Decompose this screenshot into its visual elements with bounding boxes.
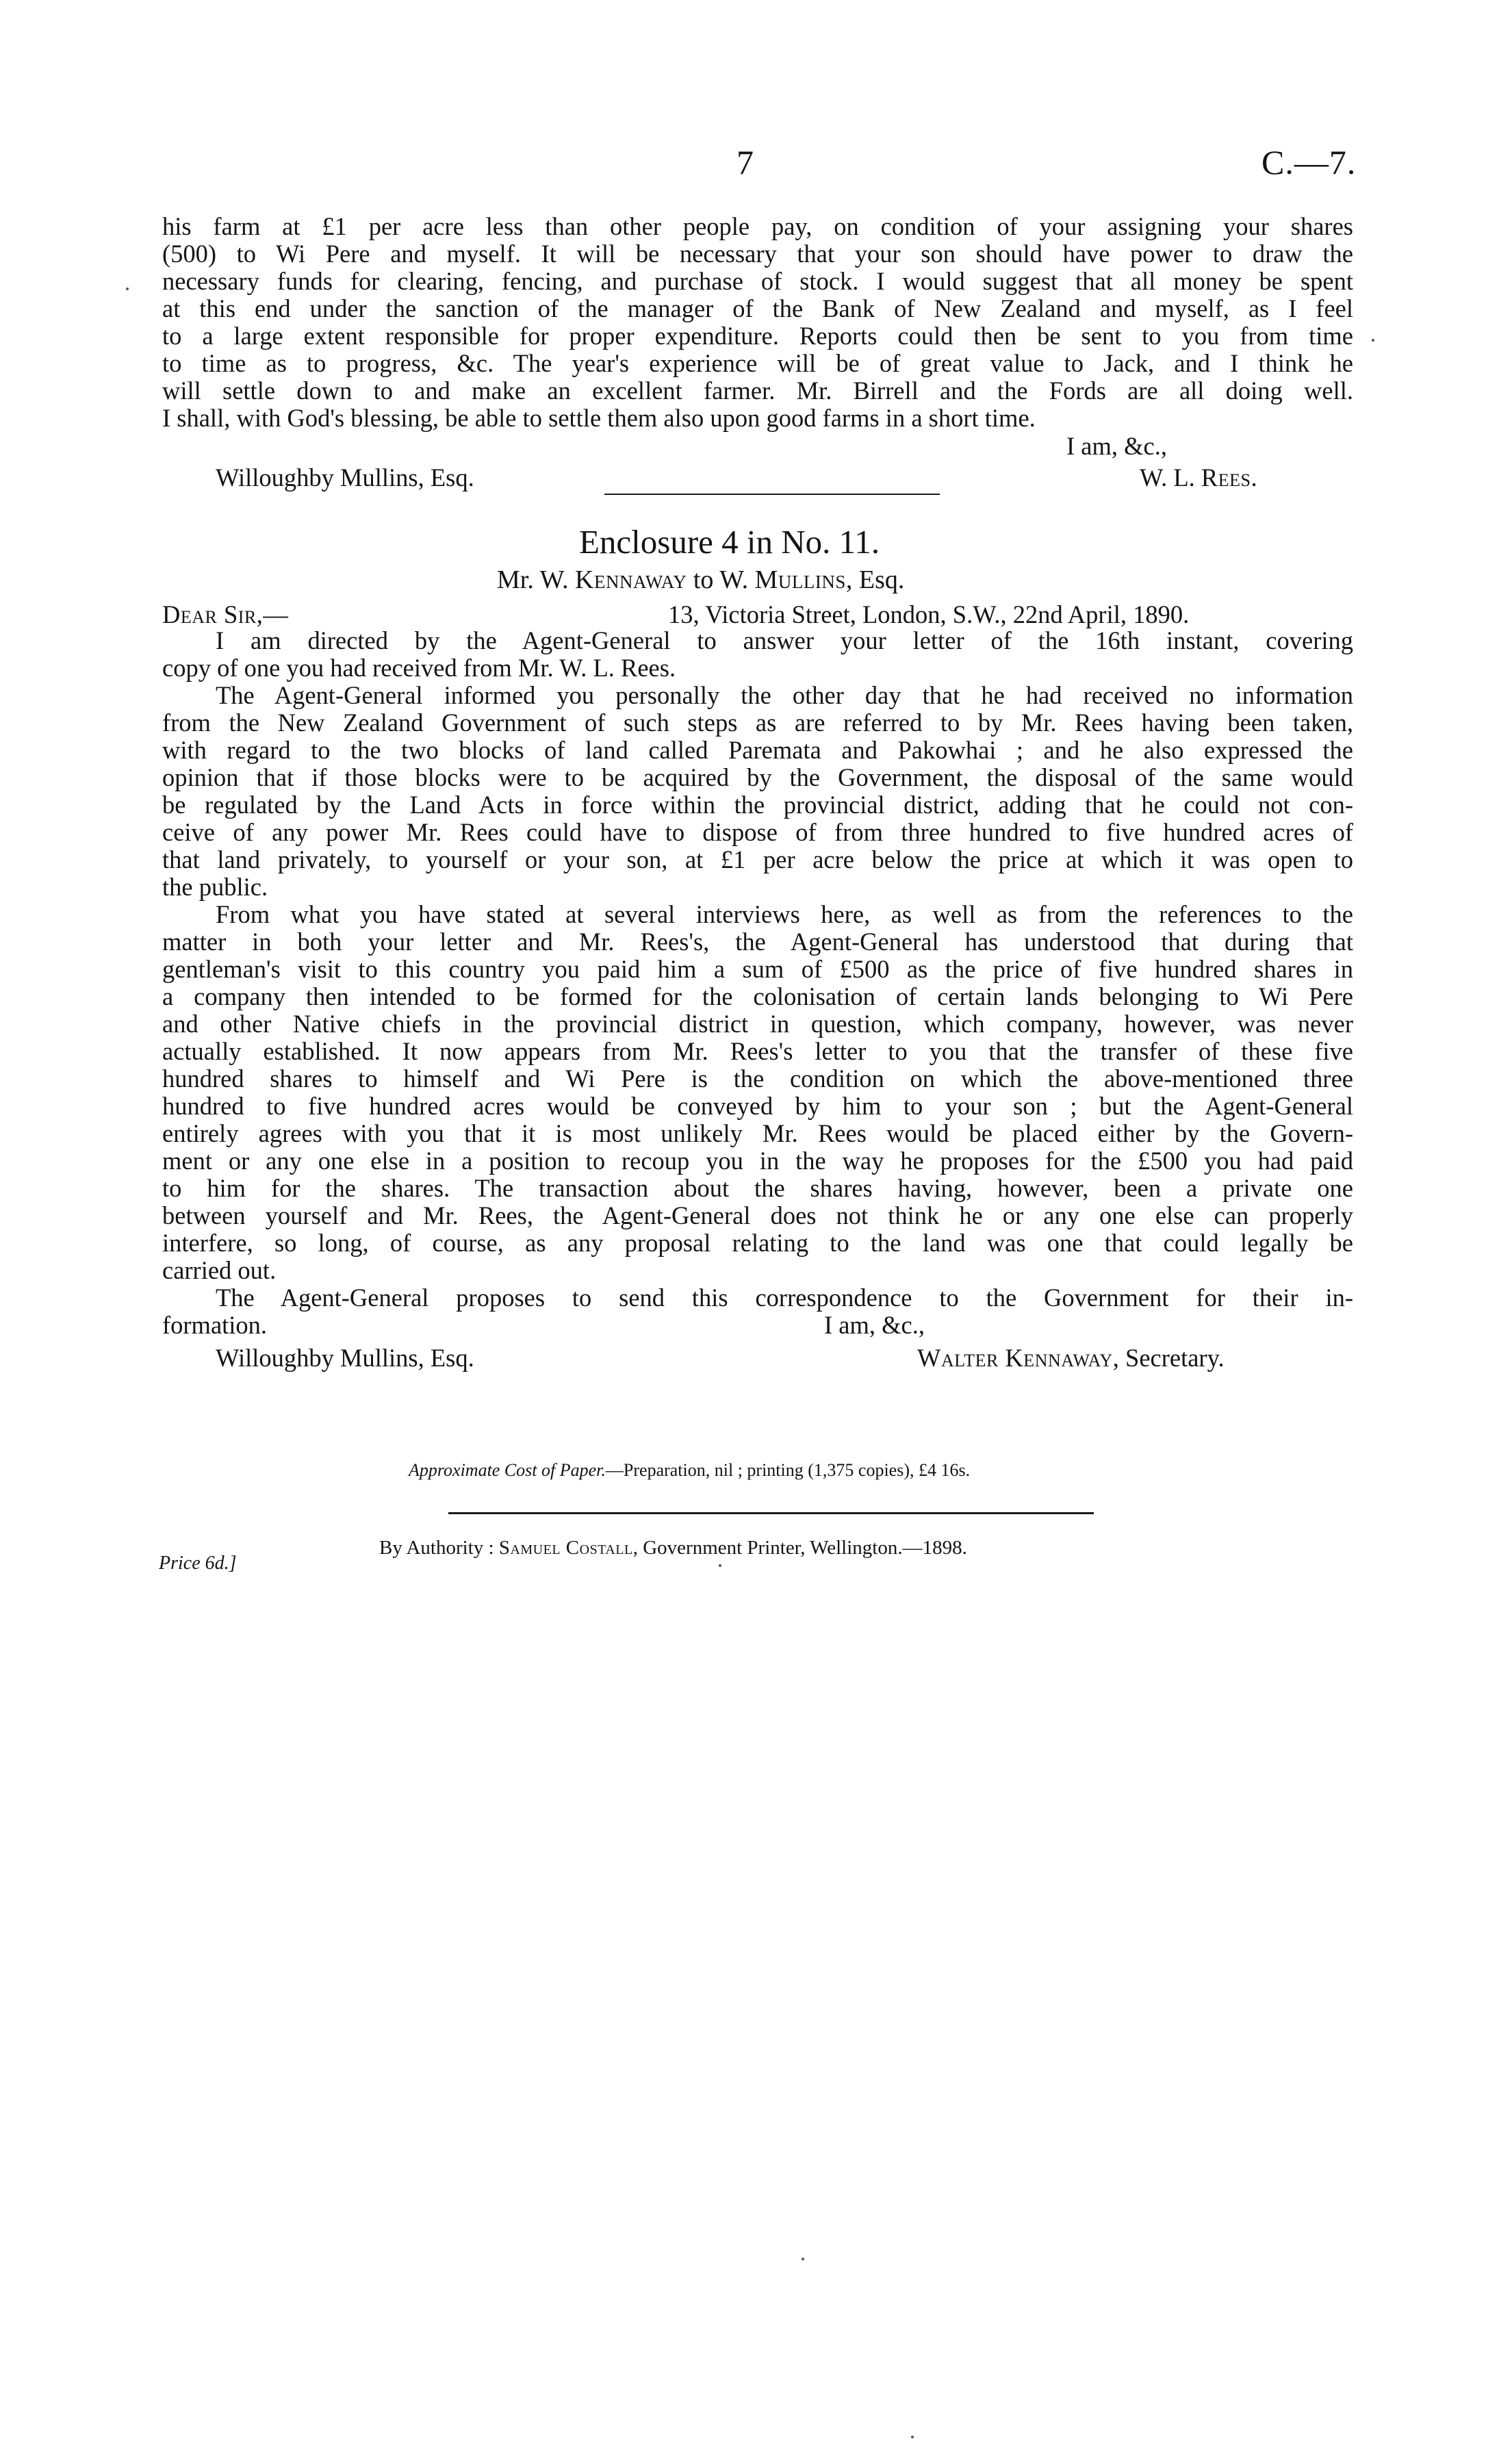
text-line: a company then intended to be formed for the colonisation of certain lands belonging to Wi Pere xyxy=(162,982,1353,1010)
text-line: ceive of any power Mr. Rees could have to dispose of from three hundred to five hundred acres of xyxy=(162,818,1353,846)
text-line: interfere, so long, of course, as any proposal relating to the land was one that could legally be xyxy=(162,1229,1353,1257)
text-line: From what you have stated at several interviews here, as well as from the references to the xyxy=(216,900,1353,928)
text-line: I am directed by the Agent-General to answer your letter of the 16th instant, covering xyxy=(216,626,1353,654)
text-line: and other Native chiefs in the provincial district in question, which company, however, was never xyxy=(162,1010,1353,1038)
letter-addressee: Willoughby Mullins, Esq. xyxy=(216,463,474,492)
enclosure-title: Enclosure 4 in No. 11. xyxy=(579,523,880,561)
text-line: (500) to Wi Pere and myself. It will be necessary that your son should have power to draw the xyxy=(162,240,1353,268)
text-line: necessary funds for clearing, fencing, and purchase of stock. I would suggest that all money be spent xyxy=(162,267,1353,295)
text-line: copy of one you had received from Mr. W. L. Rees. xyxy=(162,654,676,682)
text-line: The Agent-General proposes to send this correspondence to the Government for their in- xyxy=(216,1284,1353,1312)
signatory-title: , Secretary. xyxy=(1112,1344,1225,1372)
cost-text: —Preparation, nil ; printing (1,375 copies), £4 16s. xyxy=(605,1460,971,1480)
text-line: from the New Zealand Government of such steps as are referred to by Mr. Rees having been taken, xyxy=(162,709,1353,737)
scan-speck xyxy=(802,2258,804,2260)
text-line: gentleman's visit to this country you paid him a sum of £500 as the price of five hundred shares in xyxy=(162,955,1353,983)
text-line: entirely agrees with you that it is most unlikely Mr. Rees would be placed either by the Govern- xyxy=(162,1119,1353,1147)
authority-prefix: By Authority : xyxy=(379,1537,494,1559)
text-line: hundred to five hundred acres would be conveyed by him to your son ; but the Agent-General xyxy=(162,1092,1353,1120)
page-number: 7 xyxy=(736,143,754,181)
signature-surname: Rees. xyxy=(1201,463,1258,492)
enclosure-closing: I am, &c., xyxy=(824,1311,925,1339)
scan-speck xyxy=(1372,339,1374,342)
text-line: actually established. It now appears from Mr. Rees's letter to you that the transfer of these five xyxy=(162,1037,1353,1065)
price-note: Price 6d.] xyxy=(159,1553,237,1574)
text-line: formation. xyxy=(162,1311,268,1339)
text-line: with regard to the two blocks of land called Paremata and Pakowhai ; and he also expressed the xyxy=(162,736,1353,764)
text-line: carried out. xyxy=(162,1256,277,1284)
document-reference: C.—7. xyxy=(1261,143,1357,181)
enclosure-subtitle xyxy=(497,565,904,595)
text-line: ment or any one else in a position to recoup you in the way he proposes for the £500 you had paid xyxy=(162,1147,1353,1175)
scan-speck xyxy=(719,1564,721,1567)
text-line: to a large extent responsible for proper expenditure. Reports could then be sent to you from time xyxy=(162,322,1353,350)
enclosure-addressee: Willoughby Mullins, Esq. xyxy=(216,1344,474,1372)
signatory-name: Walter Kennaway xyxy=(917,1344,1113,1372)
text-line: be regulated by the Land Acts in force within the provincial district, adding that he could not con- xyxy=(162,791,1353,819)
letter-signature xyxy=(1140,463,1257,492)
scan-speck xyxy=(911,2436,914,2438)
letter-closing: I am, &c., xyxy=(1066,432,1167,460)
text-line: his farm at £1 per acre less than other people pay, on condition of your assigning your shares xyxy=(162,212,1353,240)
text-line: that land privately, to yourself or your son, at £1 per acre below the price at which it was open to xyxy=(162,845,1353,873)
authority-suffix: , Government Printer, Wellington.—1898. xyxy=(632,1537,967,1559)
address-date: 13, Victoria Street, London, S.W., 22nd April, 1890. xyxy=(668,600,1190,628)
signature-initials: W. L. xyxy=(1140,463,1195,492)
text-line: opinion that if those blocks were to be acquired by the Government, the disposal of the same would xyxy=(162,763,1353,791)
text-line: between yourself and Mr. Rees, the Agent-General does not think he or any one else can properly xyxy=(162,1201,1353,1229)
cost-of-paper-note xyxy=(409,1460,970,1481)
text-line: I shall, with God's blessing, be able to settle them also upon good farms in a short time. xyxy=(162,404,1036,432)
recipient-name: Mullins xyxy=(754,565,846,594)
text-line: at this end under the sanction of the manager of the Bank of New Zealand and myself, as I feel xyxy=(162,294,1353,322)
scan-speck xyxy=(126,288,129,290)
text-line: will settle down to and make an excellent farmer. Mr. Birrell and the Fords are all doing well. xyxy=(162,377,1353,405)
enclosure-signature xyxy=(917,1343,1225,1373)
text-line: the public. xyxy=(162,873,268,901)
text-line: The Agent-General informed you personally the other day that he had received no information xyxy=(216,681,1353,709)
text-line: hundred shares to himself and Wi Pere is the condition on which the above-mentioned three xyxy=(162,1064,1353,1093)
authority-line xyxy=(379,1537,967,1559)
subtitle-suffix: , Esq. xyxy=(845,565,905,594)
text-line: to time as to progress, &c. The year's experience will be of great value to Jack, and I think he xyxy=(162,349,1353,377)
sender-name: Kennaway xyxy=(575,565,687,594)
printer-name: Samuel Costall xyxy=(498,1537,633,1559)
footer-divider xyxy=(448,1512,1094,1514)
cost-label: Approximate Cost of Paper. xyxy=(409,1460,606,1480)
section-divider xyxy=(604,494,940,495)
subtitle-prefix: Mr. W. xyxy=(497,565,569,594)
salutation: Dear Sir,— xyxy=(162,600,289,628)
subtitle-middle: to W. xyxy=(693,565,749,594)
text-line: matter in both your letter and Mr. Rees's, the Agent-General has understood that during that xyxy=(162,928,1353,956)
text-line: to him for the shares. The transaction about the shares having, however, been a private one xyxy=(162,1174,1353,1202)
